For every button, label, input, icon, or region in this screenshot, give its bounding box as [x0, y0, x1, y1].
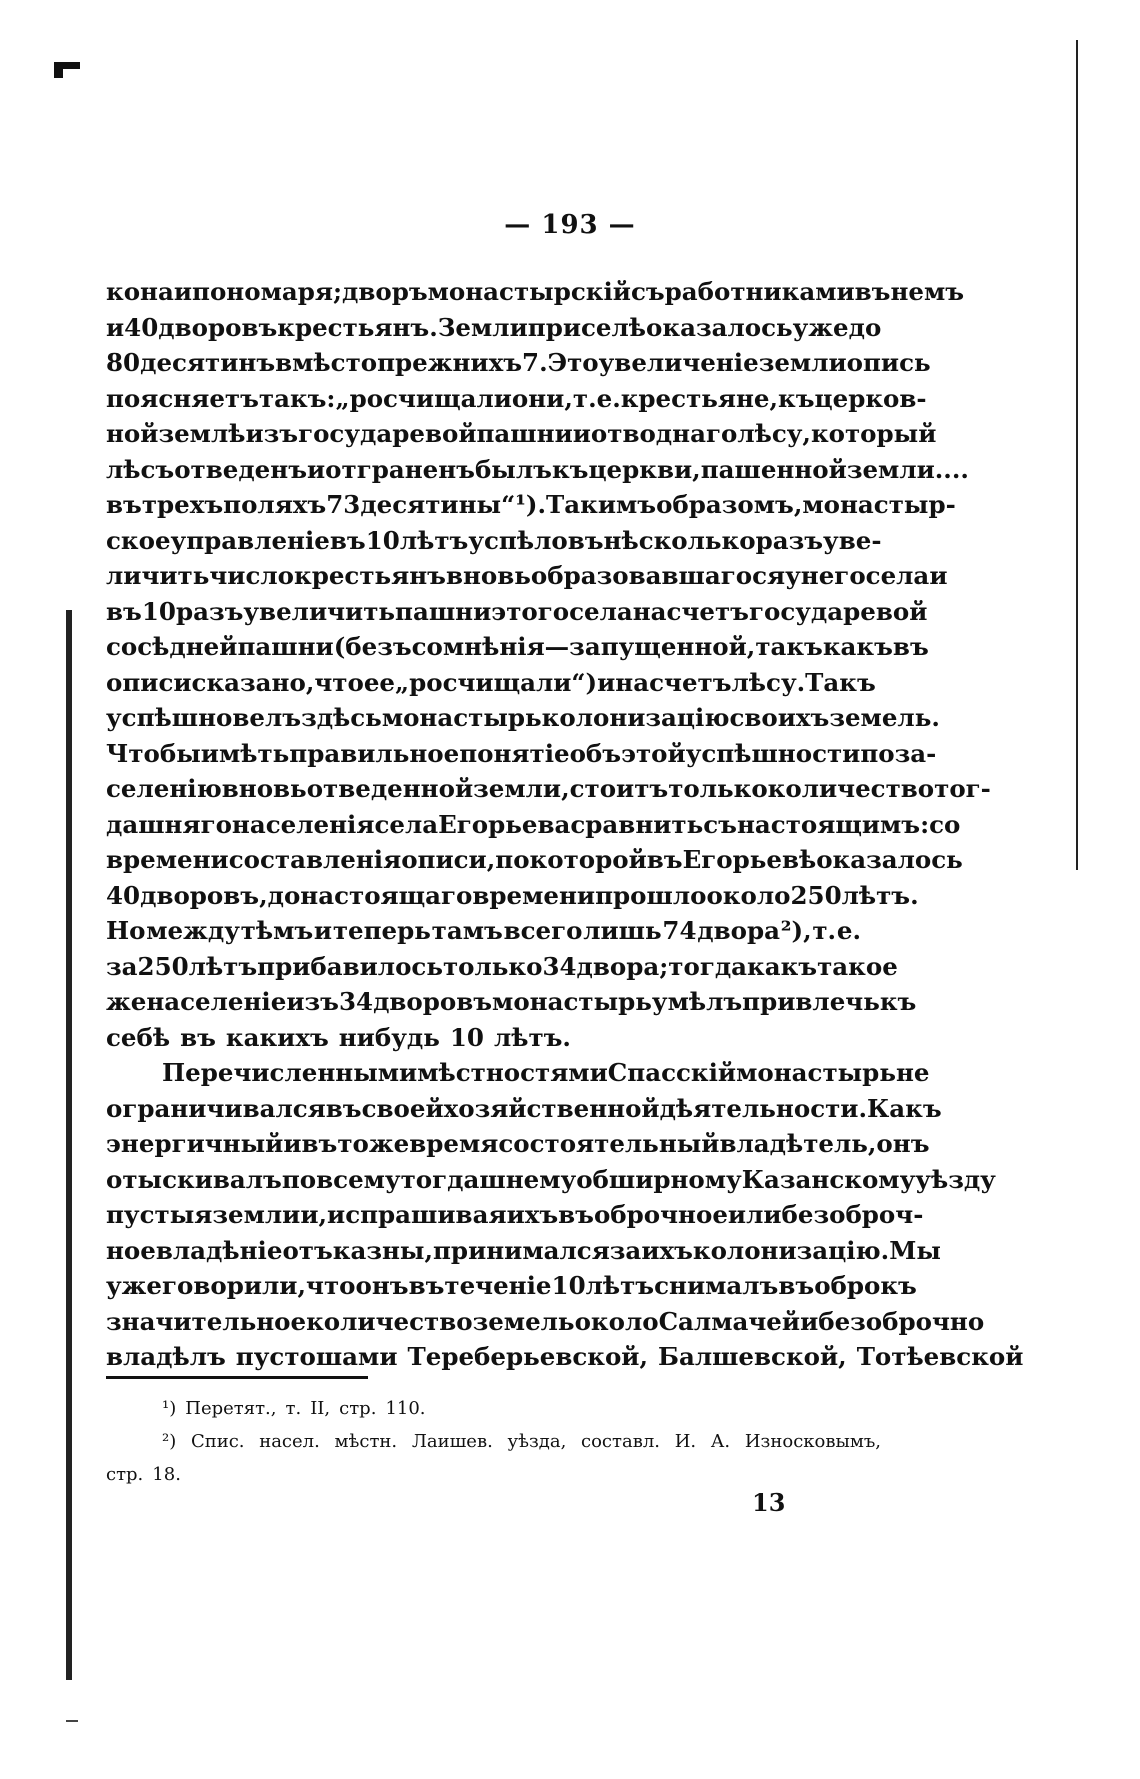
text-line: Чтобы имѣть правильное понятіе объ этой успѣшности по за- [106, 738, 937, 768]
text-line: пустыя земли и, испрашивая ихъ въ оброчное или безоброч- [106, 1200, 924, 1229]
text-line: ной землѣ изъ государевой пашни и отводнаго лѣсу, который [106, 419, 937, 448]
signature-mark: 13 [752, 1488, 786, 1517]
body-text [106, 274, 1024, 1375]
text-line: сосѣдней пашни (безъ сомнѣнія—запущенной, такъ какъ въ [106, 632, 929, 661]
text-line: энергичный и въ то же время состоятельный владѣтель, онъ [106, 1129, 930, 1158]
text-line: времени составленія описи, по которой въ Егорьевѣ оказалось [106, 845, 963, 874]
text-line: успѣшно велъ здѣсь монастырь колонизацію своихъ земель. [106, 703, 940, 732]
text-line: личить число крестьянъ вновь образовавшагося у него села и [106, 561, 948, 590]
text-line: ское управленіе въ 10 лѣтъ успѣло въ нѣсколько разъ уве- [106, 525, 882, 555]
text-line: и 40 дворовъ крестьянъ. Земли при селѣ оказалось уже до [106, 312, 882, 342]
text-line: 40 дворовъ, до настоящаго времени прошло около 250 лѣтъ. [106, 880, 919, 910]
text-line: себѣ въ какихъ нибудь 10 лѣтъ. [106, 1022, 571, 1052]
footnote-2-continued: стр. 18. [106, 1464, 181, 1485]
scan-edge-left [66, 610, 72, 1680]
scan-corner-mark [54, 62, 80, 78]
footnote-rule [106, 1376, 368, 1379]
text-line: поясняетъ такъ: „росчищали они, т. е. крестьяне, къ церков- [106, 383, 927, 413]
text-line: 80 десятинъ вмѣсто прежнихъ 7. Это увеличеніе земли опись [106, 348, 931, 377]
text-line: кона и пономаря; дворъ монастырскій съ работниками въ немъ [106, 277, 965, 306]
text-line: Но между тѣмъ и теперь тамъ всего лишь 74 двора ²), т. е. [106, 916, 861, 945]
footnotes [106, 1392, 881, 1491]
text-line: уже говорили, что онъ въ теченіе 10 лѣтъ снималъ въ оброкъ [106, 1271, 917, 1300]
text-line: дашняго населенія села Егорьева сравнить съ настоящимъ: со [106, 809, 961, 839]
text-line: за 250 лѣтъ прибавилось только 34 двора; тогда какъ такое [106, 951, 898, 981]
text-line: значительное количество земель около Салмачей и безоброчно [106, 1306, 985, 1336]
text-line: лѣсъ отведенъ и отграненъ былъ къ церкви, пашенной земли.... [106, 454, 969, 484]
text-line: ограничивался въ своей хозяйственной дѣятельности. Какъ [106, 1093, 942, 1123]
text-line: отыскивалъ по всему тогдашнему обширному Казанскому уѣзду [106, 1164, 996, 1194]
text-line: въ трехъ поляхъ 73 десятины“ ¹). Такимъ образомъ, монастыр- [106, 490, 956, 519]
text-line: въ 10 разъ увеличить пашни этого села на счетъ государевой [106, 596, 928, 626]
footnote-2: ²) Спис. насел. мѣстн. Лаишев. уѣзда, составл. И. А. Износковымъ, [162, 1431, 881, 1452]
text-line: владѣлъ пустошами Тереберьевской, Балшевской, Тотѣевской [106, 1342, 1024, 1371]
scan-edge-dash [66, 1720, 78, 1722]
text-line: описи сказано, что ее „росчищали“) и на счетъ лѣсу. Такъ [106, 667, 876, 697]
text-line: селенію вновь отведенной земли, стоитъ только количество тог- [106, 774, 991, 803]
scan-edge-right [1076, 40, 1078, 870]
text-line: ное владѣніе отъ казны, принимался за ихъ колонизацію. Мы [106, 1235, 941, 1265]
footnote-1: ¹) Перетят., т. II, стр. 110. [162, 1398, 426, 1419]
page-number: — 193 — [504, 210, 636, 240]
text-line: же населеніе изъ 34 дворовъ монастырь умѣлъ привлечь къ [106, 987, 917, 1016]
text-line: Перечисленными мѣстностями Спасскій монастырь не [162, 1058, 930, 1087]
